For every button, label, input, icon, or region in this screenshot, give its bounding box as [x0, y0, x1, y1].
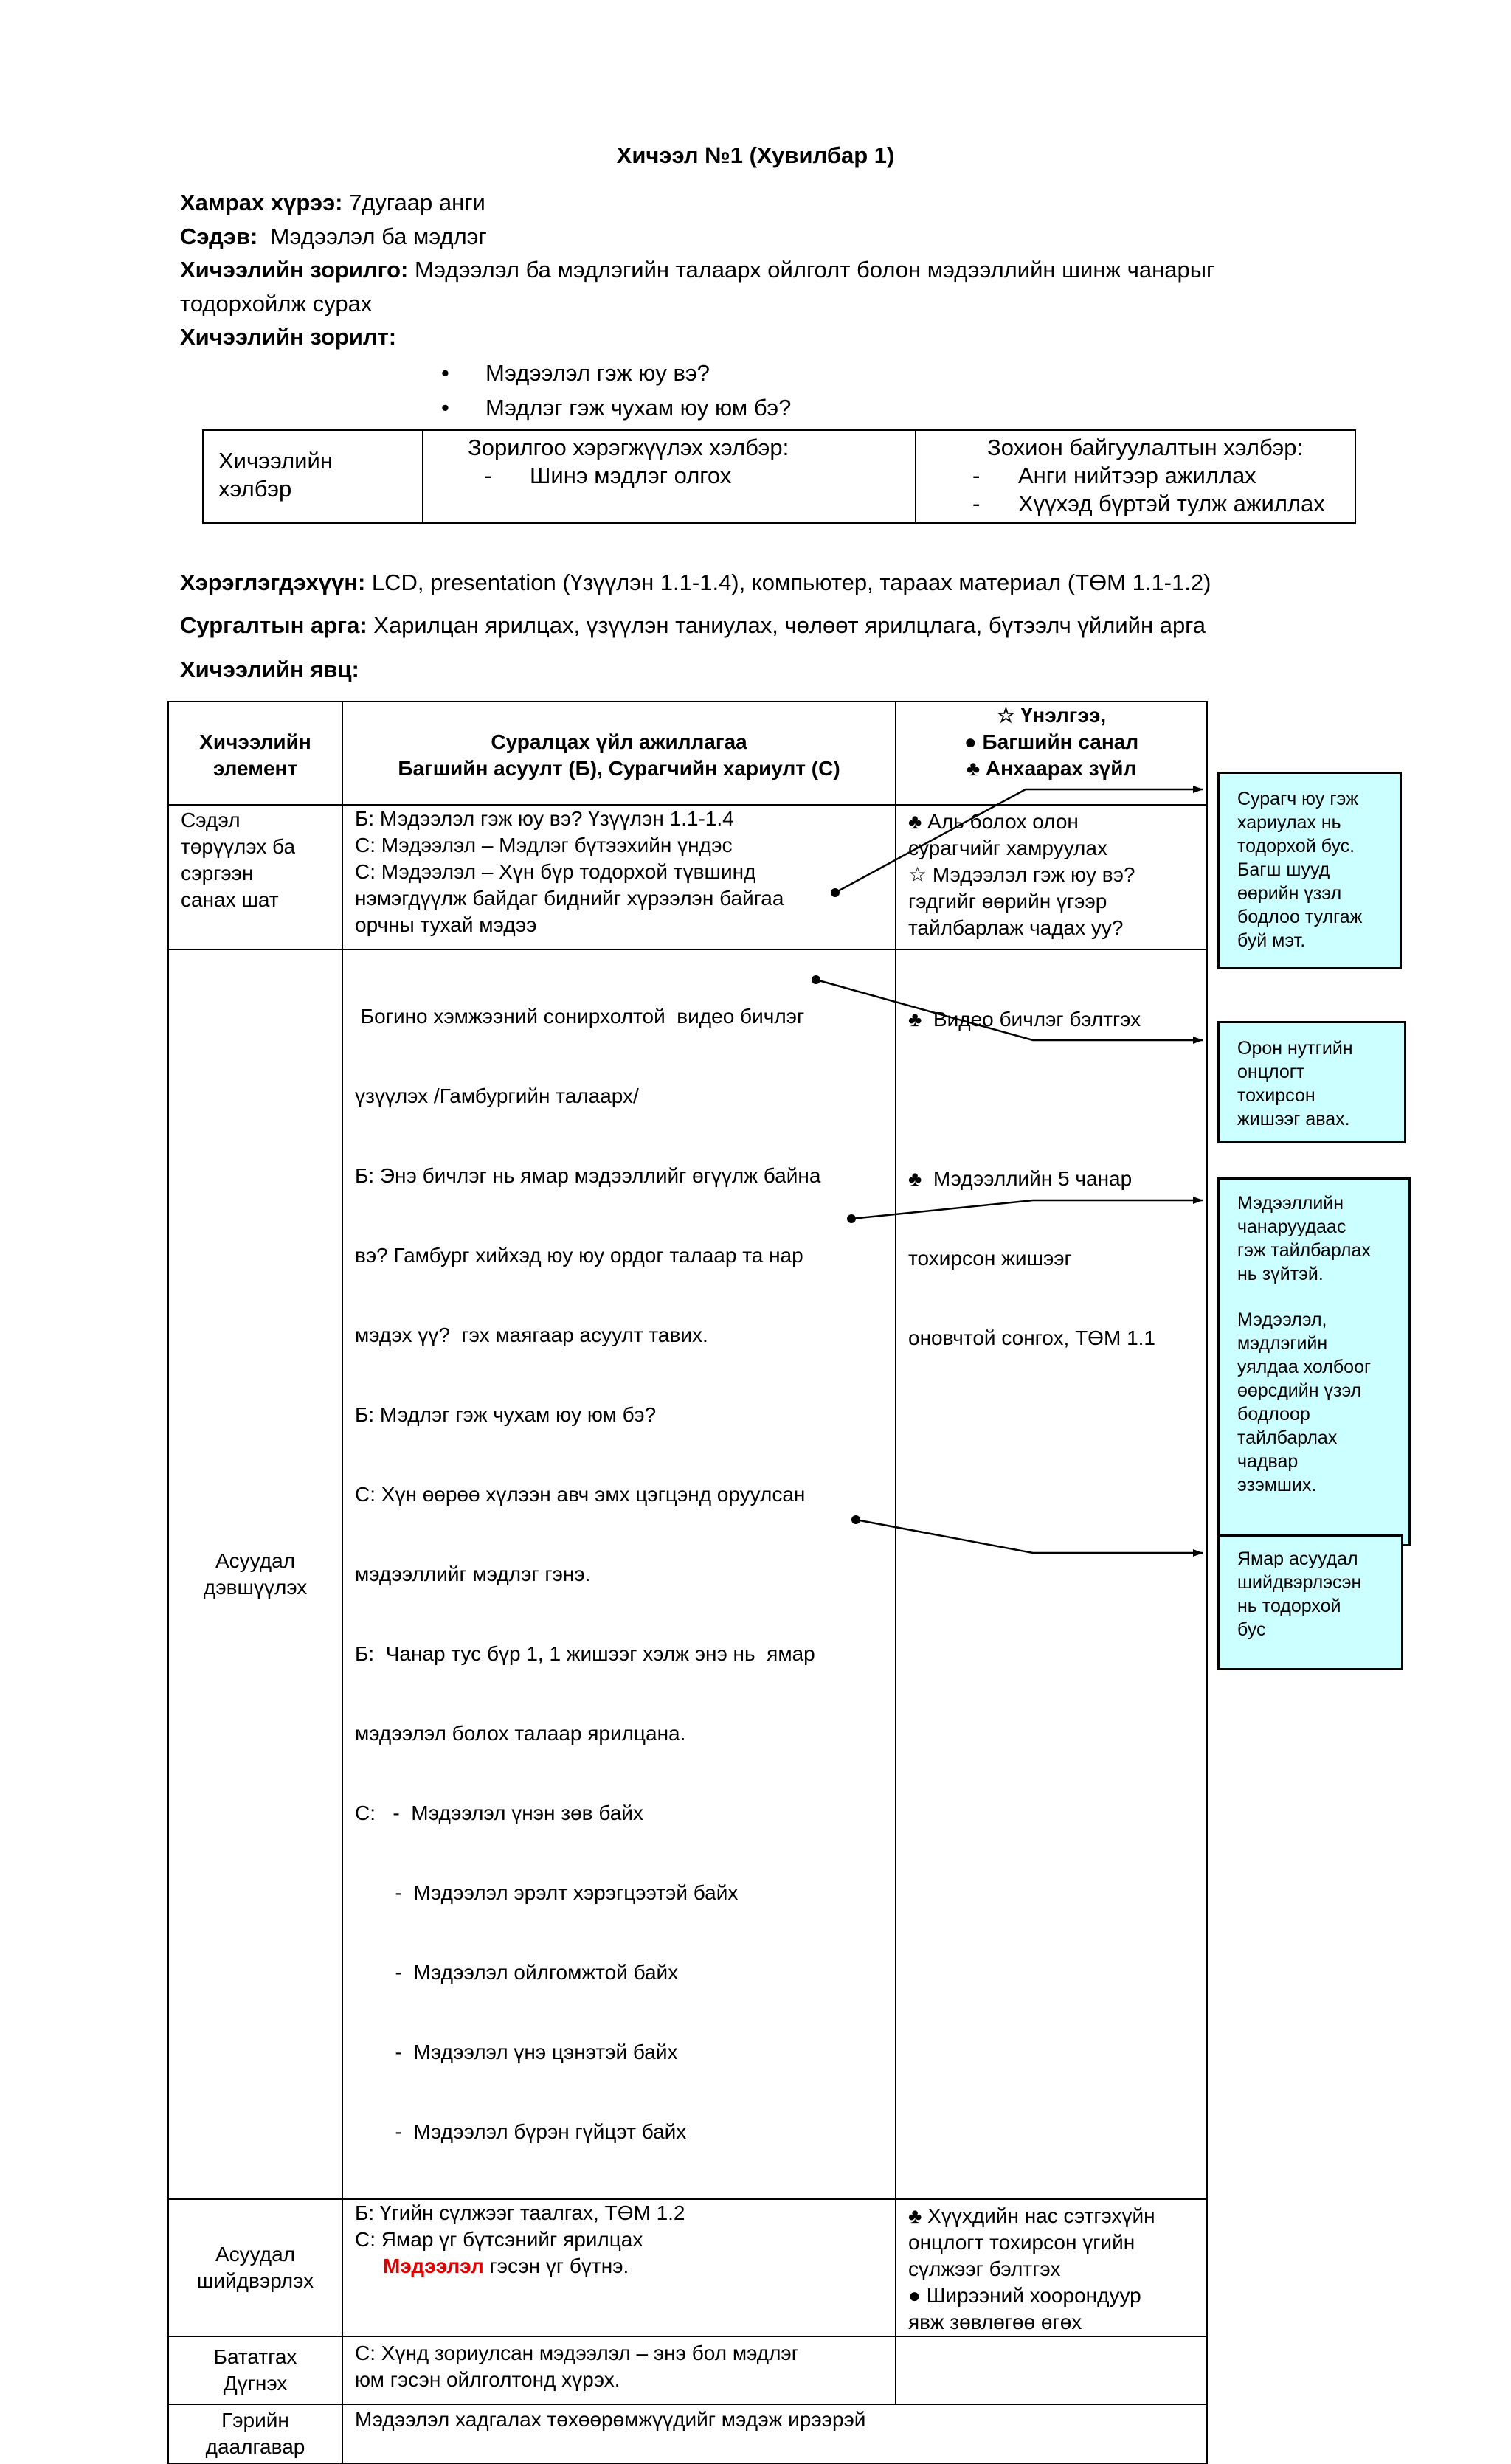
- lesson-title: Хичээл №1 (Хувилбар 1): [616, 142, 895, 168]
- method-line: Сургалтын арга: Харилцан ярилцах, үзүүлэн таниулах, чөлөөт ярилцлага, бүтээлч үйлийн арга: [180, 612, 1206, 638]
- connector-arrow: [851, 1200, 1203, 1219]
- header-activity: Суралцах үйл ажиллагаа Багшийн асуулт (Б), Сурагчийн хариулт (С): [342, 702, 896, 805]
- row-problem-element: Асуудал дэвшүүлэх: [168, 949, 342, 2199]
- connector-dot: [851, 1515, 860, 1524]
- bullet-icon: •: [441, 395, 449, 421]
- topic-value: Мэдээлэл ба мэдлэг: [257, 224, 487, 249]
- row-motivation-element: Сэдэл төрүүлэх ба сэргээн санах шат: [168, 805, 342, 949]
- row-solution-activity: Б: Үгийн сүлжээг таалгах, ТӨМ 1.2 С: Ямар үг бүтсэнийг ярилцах Мэдээлэл гэсэн үг бүтнэ.: [342, 2199, 896, 2336]
- connector-arrow: [835, 789, 1203, 893]
- row-reinforce-note: [896, 2336, 1207, 2404]
- connector-arrow: [856, 1520, 1203, 1553]
- row-solution-note: ♣ Хүүхдийн нас сэтгэхүйн онцлогт тохирсон үгийн сүлжээг бэлтгэх ● Ширээний хоорондуур явж зөвлөгөө өгөх: [896, 2199, 1207, 2336]
- goal-label: Хичээлийн зорилго:: [180, 257, 409, 283]
- header-assessment: ☆ Үнэлгээ, ● Багшийн санал ♣ Анхаарах зүйл: [896, 702, 1207, 805]
- objective-label: Хичээлийн зорилт:: [180, 324, 397, 350]
- row-motivation-note: ♣ Аль болох олон сурагчийг хамруулах ☆ Мэдээлэл гэж юу вэ? гэдгийг өөрийн үгээр тайлбарлаж чадах уу?: [896, 805, 1207, 949]
- organization-form-cell: Зохион байгуулалтын хэлбэр: - Анги нийтээр ажиллах - Хүүхэд бүртэй тулж ажиллах: [916, 430, 1355, 523]
- callout-box: Мэдээллийн чанаруудаас гэж тайлбарлах нь зүйтэй. Мэдээлэл, мэдлэгийн уялдаа холбоог өөрсдийн үзэл бодлоор тайлбарлах чадвар эзэмших.: [1217, 1177, 1411, 1546]
- goal-value: Мэдээлэл ба мэдлэгийн талаарх ойлголт болон мэдээллийн шинж чанарыг: [408, 257, 1215, 283]
- callout-box: Орон нутгийн онцлогт тохирсон жишээг авах.: [1217, 1021, 1406, 1143]
- form-type-cell: Хичээлийн хэлбэр: [203, 430, 423, 523]
- callout-box: Сурагч юу гэж хариулах нь тодорхой бус. Багш шууд өөрийн үзэл бодлоо тулгаж буй мэт.: [1217, 772, 1402, 969]
- row-reinforce-element: Бататгах Дүгнэх: [168, 2336, 342, 2404]
- process-label: Хичээлийн явц:: [180, 657, 359, 682]
- connector-arrow: [816, 980, 1203, 1040]
- row-homework-activity: Мэдээлэл хадгалах төхөөрөмжүүдийг мэдэж ирээрэй: [342, 2404, 1207, 2463]
- grade-label: Хамрах хүрээ:: [180, 190, 343, 215]
- tools-line: Хэрэглэгдэхүүн: LCD, presentation (Үзүүлэн 1.1-1.4), компьютер, тараах материал (ТӨМ 1.1-1.2): [180, 570, 1211, 595]
- topic-label: Сэдэв:: [180, 224, 258, 249]
- row-problem-note: ♣ Видео бичлэг бэлтгэх ♣ Мэдээллийн 5 чанар тохирсон жишээг оновчтой сонгох, ТӨМ 1.1: [896, 949, 1207, 2199]
- implementation-form-cell: Зорилгоо хэрэгжүүлэх хэлбэр: - Шинэ мэдлэг олгох: [423, 430, 916, 523]
- row-solution-element: Асуудал шийдвэрлэх: [168, 2199, 342, 2336]
- highlight-word: Мэдээлэл: [383, 2254, 484, 2277]
- goal-continuation: тодорхойлж сурах: [180, 291, 373, 316]
- connector-dot: [831, 888, 840, 897]
- bullet-icon: •: [441, 360, 449, 386]
- row-problem-activity: Богино хэмжээний сонирхолтой видео бичлэг үзүүлэх /Гамбургийн талаарх/ Б: Энэ бичлэг нь ямар мэдээллийг өгүүлж байна вэ? Гамбург хийхэд юу юу ордог талаар та нар мэдэх үү? гэх маягаар асуулт тавих. Б: Мэдлэг гэж чухам юу юм бэ? С: Хүн өөрөө хүлээн авч эмх цэгцэнд оруулсан мэдээллийг мэдлэг гэнэ. Б: Чанар тус бүр 1, 1 жишээг хэлж энэ нь ямар мэдээлэл болох талаар ярилцана. С: - Мэдээлэл үнэн зөв байх - Мэдээлэл эрэлт хэрэгцээтэй байх - Мэдээлэл ойлгомжтой байх - Мэдээлэл үнэ цэнэтэй байх - Мэдээлэл бүрэн гүйцэт байх: [342, 949, 896, 2199]
- grade-value: 7дугаар анги: [342, 190, 485, 215]
- objective-item: • Мэдээлэл гэж юу вэ?: [441, 360, 710, 386]
- callout-box: Ямар асуудал шийдвэрлэсэн нь тодорхой бус: [1217, 1534, 1403, 1670]
- row-motivation-activity: Б: Мэдээлэл гэж юу вэ? Үзүүлэн 1.1-1.4 С: Мэдээлэл – Мэдлэг бүтээхийн үндэс С: Мэдээлэл – Хүн бүр тодорхой түвшинд нэмэгдүүлж байдаг биднийг хүрээлэн байгаа орчны тухай мэдээ: [342, 805, 896, 949]
- header-element: Хичээлийн элемент: [168, 702, 342, 805]
- connector-dot: [847, 1214, 856, 1223]
- row-homework-element: Гэрийн даалгавар: [168, 2404, 342, 2463]
- row-reinforce-activity: С: Хүнд зориулсан мэдээлэл – энэ бол мэдлэг юм гэсэн ойлголтонд хүрэх.: [342, 2336, 896, 2404]
- objective-item: • Мэдлэг гэж чухам юу юм бэ?: [441, 395, 792, 421]
- connector-dot: [812, 975, 820, 984]
